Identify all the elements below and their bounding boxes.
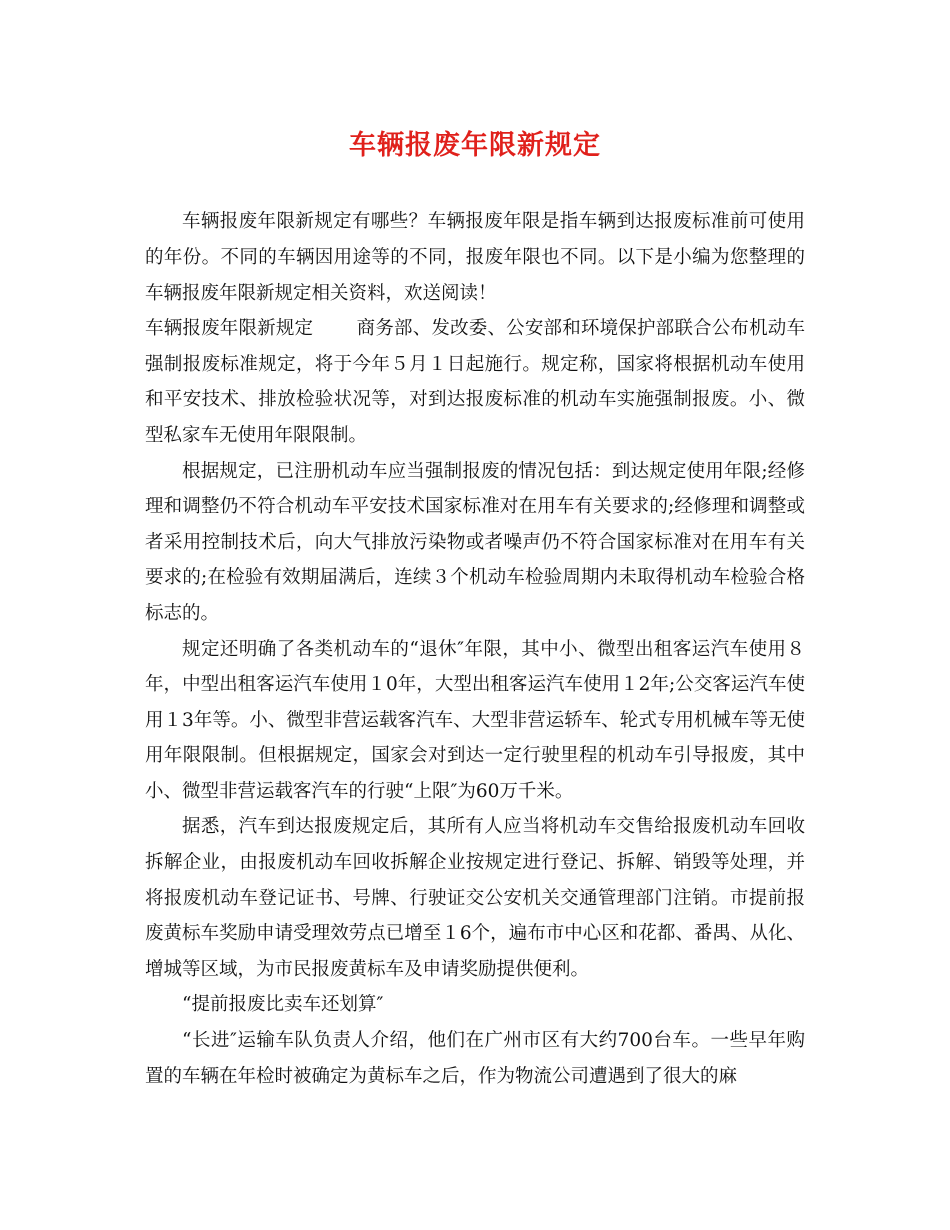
- document-title: 车辆报废年限新规定: [349, 130, 601, 161]
- document-page: [145, 110, 805, 1094]
- paragraph-retirement-years: 规定还明确了各类机动车的“退休″年限，其中小、微型出租客运汽车使用８年，中型出租客运汽车使用１0年，大型出租客运汽车使用１2年;公交客运汽车使用１3年等。小、微型非营运载客汽车、大型非营运轿车、轮式专用机械车等无使用年限限制。但根据规定，国家会对到达一定行驶里程的机动车引导报废，其中小、微型非营运载客汽车的行驶“上限″为60万千米。: [145, 638, 805, 802]
- document-body: [145, 204, 805, 1094]
- paragraph-subheading: “提前报废比卖车还划算″: [182, 994, 384, 1016]
- paragraph-intro: 车辆报废年限新规定有哪些？车辆报废年限是指车辆到达报废标准前可使用的年份。不同的车辆因用途等的不同，报废年限也不同。以下是小编为您整理的车辆报废年限新规定相关资料，欢送阅读！: [145, 211, 805, 304]
- paragraph-scrap-procedure: 据悉，汽车到达报废规定后，其所有人应当将机动车交售给报废机动车回收拆解企业，由报废机动车回收拆解企业按规定进行登记、拆解、销毁等处理，并将报废机动车登记证书、号牌、行驶证交公安机关交通管理部门注销。市提前报废黄标车奖励申请受理效劳点已增至１6个，遍布市中心区和花都、番禺、从化、增城等区域，为市民报废黄标车及申请奖励提供便利。: [145, 816, 805, 980]
- paragraph-scrap-conditions: 根据规定，已注册机动车应当强制报废的情况包括：到达规定使用年限;经修理和调整仍不符合机动车平安技术国家标准对在用车有关要求的;经修理和调整或者采用控制技术后，向大气排放污染物或者噪声仍不符合国家标准对在用车有关要求的;在检验有效期届满后，连续３个机动车检验周期内未取得机动车检验合格标志的。: [145, 460, 805, 624]
- paragraph-fleet-story: “长进″运输车队负责人介绍，他们在广州市区有大约700台车。一些早年购置的车辆在年检时被确定为黄标车之后，作为物流公司遭遇到了很大的麻: [145, 1030, 805, 1087]
- paragraph-regulation-summary: 车辆报废年限新规定 商务部、发改委、公安部和环境保护部联合公布机动车强制报废标准规定，将于今年５月１日起施行。规定称，国家将根据机动车使用和平安技术、排放检验状况等，对到达报废标准的机动车实施强制报废。小、微型私家车无使用年限限制。: [145, 318, 805, 446]
